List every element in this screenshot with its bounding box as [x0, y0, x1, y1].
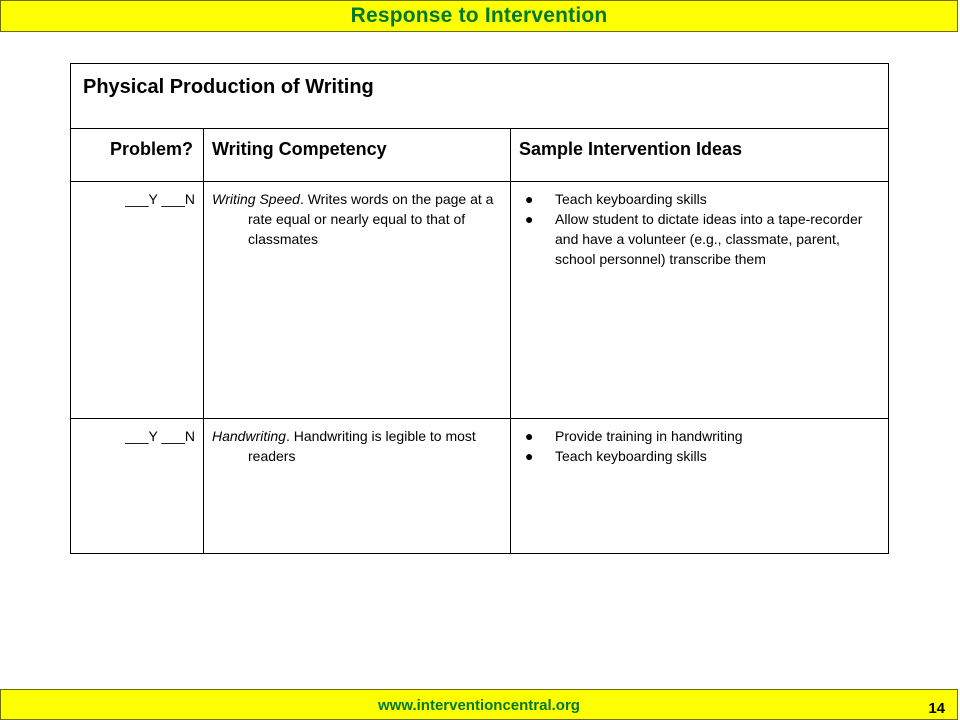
problem-cell: [71, 419, 204, 554]
column-header-competency-label: Writing Competency: [212, 139, 387, 159]
writing-competency-table: [70, 63, 889, 554]
section-title: Physical Production of Writing: [83, 76, 374, 98]
yes-no-checkline: ___Y ___N: [125, 428, 195, 444]
problem-cell: [71, 182, 204, 419]
competency-cell: [204, 419, 511, 554]
table-row: [71, 182, 889, 419]
page-title: Response to Intervention: [350, 4, 608, 27]
idea-text: Provide training in handwriting: [555, 428, 743, 444]
column-header-ideas: [511, 129, 889, 182]
table-row: [71, 419, 889, 554]
ideas-list: [511, 182, 888, 269]
competency-term: Handwriting: [212, 428, 286, 444]
section-title-cell: [71, 64, 889, 129]
ideas-cell: [511, 419, 889, 554]
list-item: [523, 189, 880, 209]
column-header-ideas-label: Sample Intervention Ideas: [519, 139, 743, 159]
bullet-icon: ●: [525, 428, 534, 444]
competency-description: . Handwriting is legible to most readers: [248, 428, 476, 464]
footer-url[interactable]: www.interventioncentral.org: [378, 697, 580, 714]
ideas-cell: [511, 182, 889, 419]
list-item: [523, 209, 880, 269]
footer-banner: [0, 689, 958, 720]
column-header-competency: [204, 129, 511, 182]
idea-text: Teach keyboarding skills: [555, 448, 707, 464]
header-banner: [0, 0, 958, 32]
competency-term: Writing Speed: [212, 191, 300, 207]
idea-text: Teach keyboarding skills: [555, 191, 707, 207]
column-header-problem: [71, 129, 204, 182]
list-item: [523, 446, 880, 466]
competency-text: [212, 182, 510, 249]
competency-description: . Writes words on the page at a rate equal or nearly equal to that of classmates: [248, 191, 494, 247]
competency-text: [212, 419, 510, 466]
bullet-icon: ●: [525, 211, 534, 227]
competency-cell: [204, 182, 511, 419]
column-header-problem-label: Problem?: [109, 139, 193, 159]
ideas-list: [511, 419, 888, 466]
bullet-icon: ●: [525, 191, 534, 207]
bullet-icon: ●: [525, 448, 534, 464]
yes-no-checkline: ___Y ___N: [125, 191, 195, 207]
list-item: [523, 426, 880, 446]
page-number: 14: [928, 700, 945, 717]
idea-text: Allow student to dictate ideas into a tape-recorder and have a volunteer (e.g., classmate, parent, school personnel) transcribe them: [555, 211, 863, 267]
